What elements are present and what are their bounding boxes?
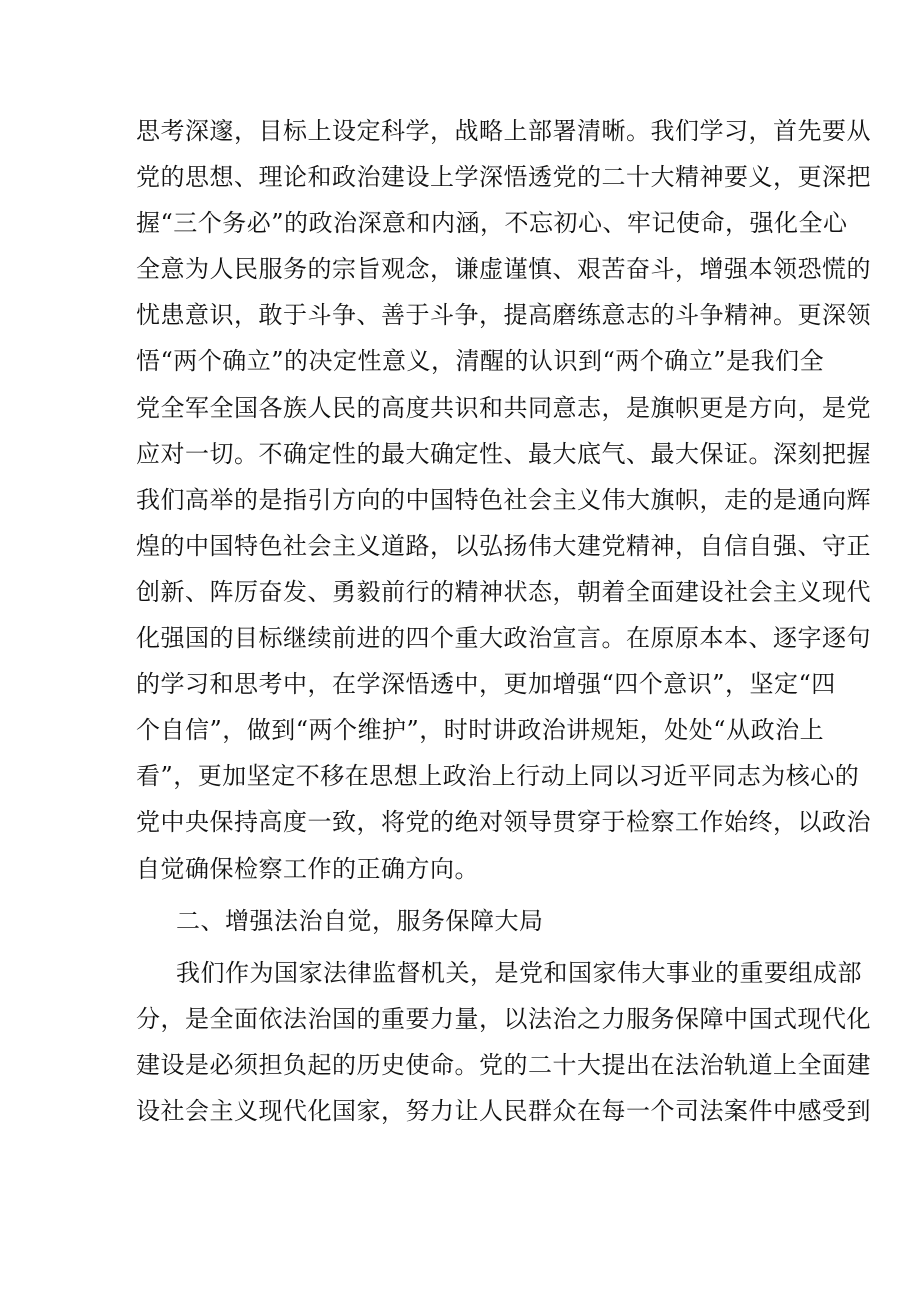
paragraph-line: 我们作为国家法律监督机关，是党和国家伟大事业的重要组成部 xyxy=(176,958,862,987)
paragraph-line: 设社会主义现代化国家，努力让人民群众在每一个司法案件中感受到 xyxy=(136,1096,871,1125)
paragraph-line: 分，是全面依法治国的重要力量，以法治之力服务保障中国式现代化 xyxy=(136,1004,871,1033)
paragraph-line: 建设是必须担负起的历史使命。党的二十大提出在法治轨道上全面建 xyxy=(136,1050,871,1079)
paragraph-line: 悟“两个确立”的决定性意义，清醒的认识到“两个确立”是我们全 xyxy=(136,347,825,376)
paragraph-line: 煌的中国特色社会主义道路，以弘扬伟大建党精神，自信自强、守正 xyxy=(136,531,871,560)
paragraph-line: 创新、阵厉奋发、勇毅前行的精神状态，朝着全面建设社会主义现代 xyxy=(136,577,871,606)
paragraph-line: 握“三个务必”的政治深意和内涵，不忘初心、牢记使命，强化全心 xyxy=(136,209,848,238)
paragraph-line: 党全军全国各族人民的高度共识和共同意志，是旗帜更是方向，是党 xyxy=(136,393,871,422)
paragraph-line: 党的思想、理论和政治建设上学深悟透党的二十大精神要义，更深把 xyxy=(136,163,871,192)
paragraph-line: 个自信”，做到“两个维护”，时时讲政治讲规矩，处处“从政治上 xyxy=(136,716,825,745)
document-body xyxy=(136,108,871,1134)
paragraph-line: 党中央保持高度一致，将党的绝对领导贯穿于检察工作始终，以政治 xyxy=(136,808,871,837)
paragraph-line: 忧患意识，敢于斗争、善于斗争，提高磨练意志的斗争精神。更深领 xyxy=(136,301,871,330)
section-heading: 二、增强法治自觉，服务保障大局 xyxy=(176,906,544,935)
paragraph-line: 我们高举的是指引方向的中国特色社会主义伟大旗帜，走的是通向辉 xyxy=(136,485,871,514)
paragraph-line: 化强国的目标继续前进的四个重大政治宣言。在原原本本、逐字逐句 xyxy=(136,624,871,653)
paragraph-line: 全意为人民服务的宗旨观念，谦虚谨慎、艰苦奋斗，增强本领恐慌的 xyxy=(136,255,871,284)
paragraph-last-line: 自觉确保检察工作的正确方向。 xyxy=(136,854,479,883)
paragraph-line: 应对一切。不确定性的最大确定性、最大底气、最大保证。深刻把握 xyxy=(136,439,871,468)
paragraph-line: 的学习和思考中，在学深悟透中，更加增强“四个意识”，坚定“四 xyxy=(136,670,836,699)
paragraph-line: 看”，更加坚定不移在思想上政治上行动上同以习近平同志为核心的 xyxy=(136,762,860,791)
paragraph-line: 思考深邃，目标上设定科学，战略上部署清晰。我们学习，首先要从 xyxy=(136,117,871,145)
